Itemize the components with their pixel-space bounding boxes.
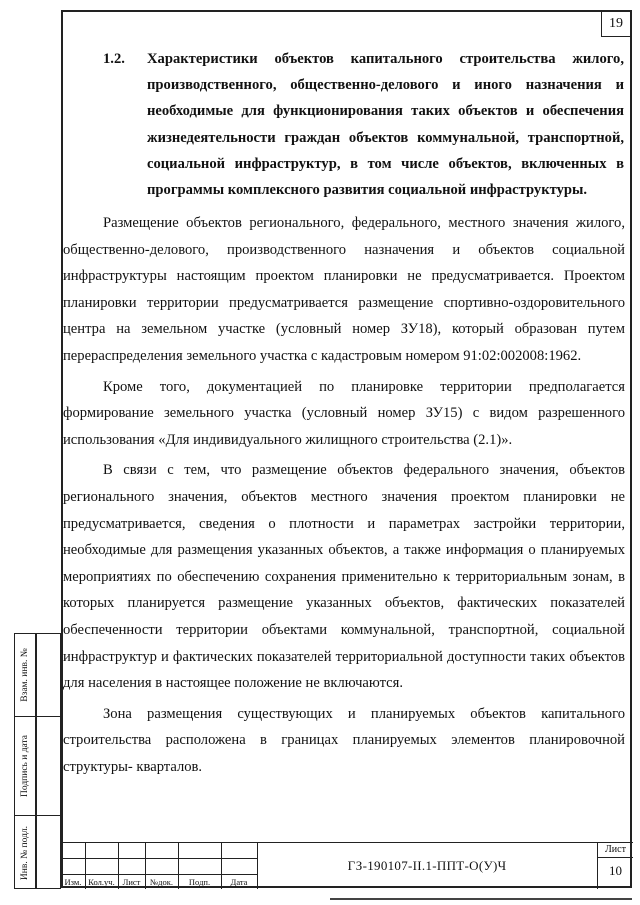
scan-edge-line (330, 898, 632, 900)
side-stamp (14, 633, 61, 889)
side-label-podpis-data: Подпись и дата (20, 734, 31, 797)
sheet-number: 10 (609, 863, 622, 878)
col-label-list: Лист (122, 877, 141, 887)
sheet-label: Лист (605, 844, 626, 855)
paragraph: В связи с тем, что размещение объектов федерального значения, объектов регионального значения, объектов местного значения проектом планировки не предусматривается, сведения о плотности и параметрах застройки территории, необходимые для размещения указанных объектов, а также информация о планируемых мероприятиях по обеспечению сохранения применительно к территориальным зонам, в которых планируется размещение указанных объектов, фактических показателей обеспеченности территории объектами коммунальной, транспортной, социальной инфраструктур и фактических показателей территориальной доступности таких объектов для населения в настоящее положение не включаются. (63, 462, 625, 692)
section-title: Характеристики объектов капитального строительства жилого, производственного, общественно-делового и иного назначения и необходимые для функционирования таких объектов и обеспечения жизнедеятельности граждан объектов коммунальной, транспортной, социальной инфраструктур, в том числе объектов, включенных в программы комплексного развития социальной инфраструктуры. (147, 51, 624, 199)
side-value-podpis (37, 716, 60, 816)
paragraph: Кроме того, документацией по планировке территории предполагается формирование земельного участка (условный номер ЗУ15) с видом разрешенного использования «Для индивидуального жилищного строительства (2.1)». (63, 378, 625, 448)
col-label-podp: Подп. (188, 877, 211, 887)
side-stamp-values (36, 633, 61, 889)
side-cell-vzam (15, 634, 35, 717)
body-text (63, 210, 625, 780)
sheet-divider (598, 857, 633, 858)
sheet-box (597, 842, 633, 889)
side-label-inv-podl: Инв. № подл. (20, 825, 31, 880)
paragraph: Зона размещения существующих и планируемых объектов капитального строительства расположена в границах планируемых элементов планировочной структуры- кварталов. (63, 705, 625, 775)
section-heading (103, 46, 624, 203)
revision-grid (61, 842, 258, 889)
title-block (61, 842, 632, 888)
document-sheet (61, 10, 632, 888)
document-code: ГЗ-190107-II.1-ППТ-О(У)Ч (257, 842, 597, 889)
side-stamp-labels (14, 633, 36, 889)
paragraph: Размещение объектов регионального, федерального, местного значения жилого, общественно-делового, производственного назначения и объектов социальной инфраструктуры настоящим проектом планировки не предусматривается. Проектом планировки территории предусматривается размещение спортивно-оздоровительного центра на земельном участке (условный номер ЗУ18), который образован путем перераспределения земельного участка с кадастровым номером 91:02:002008:1962. (63, 215, 625, 364)
grid-row-line (61, 874, 257, 875)
side-cell-podpis (15, 716, 35, 816)
side-label-vzam-inv: Взам. инв. № (20, 648, 31, 702)
side-cell-inv (15, 815, 35, 890)
col-label-ndok: №док. (150, 877, 173, 887)
page-number: 19 (601, 12, 630, 37)
section-number: 1.2. (103, 51, 125, 67)
col-label-izm: Изм. (64, 877, 82, 887)
col-label-kol-uch: Кол.уч. (88, 877, 115, 887)
side-value-inv (37, 815, 60, 890)
col-label-data: Дата (230, 877, 248, 887)
side-value-vzam (37, 634, 60, 717)
grid-row-line (61, 858, 257, 859)
